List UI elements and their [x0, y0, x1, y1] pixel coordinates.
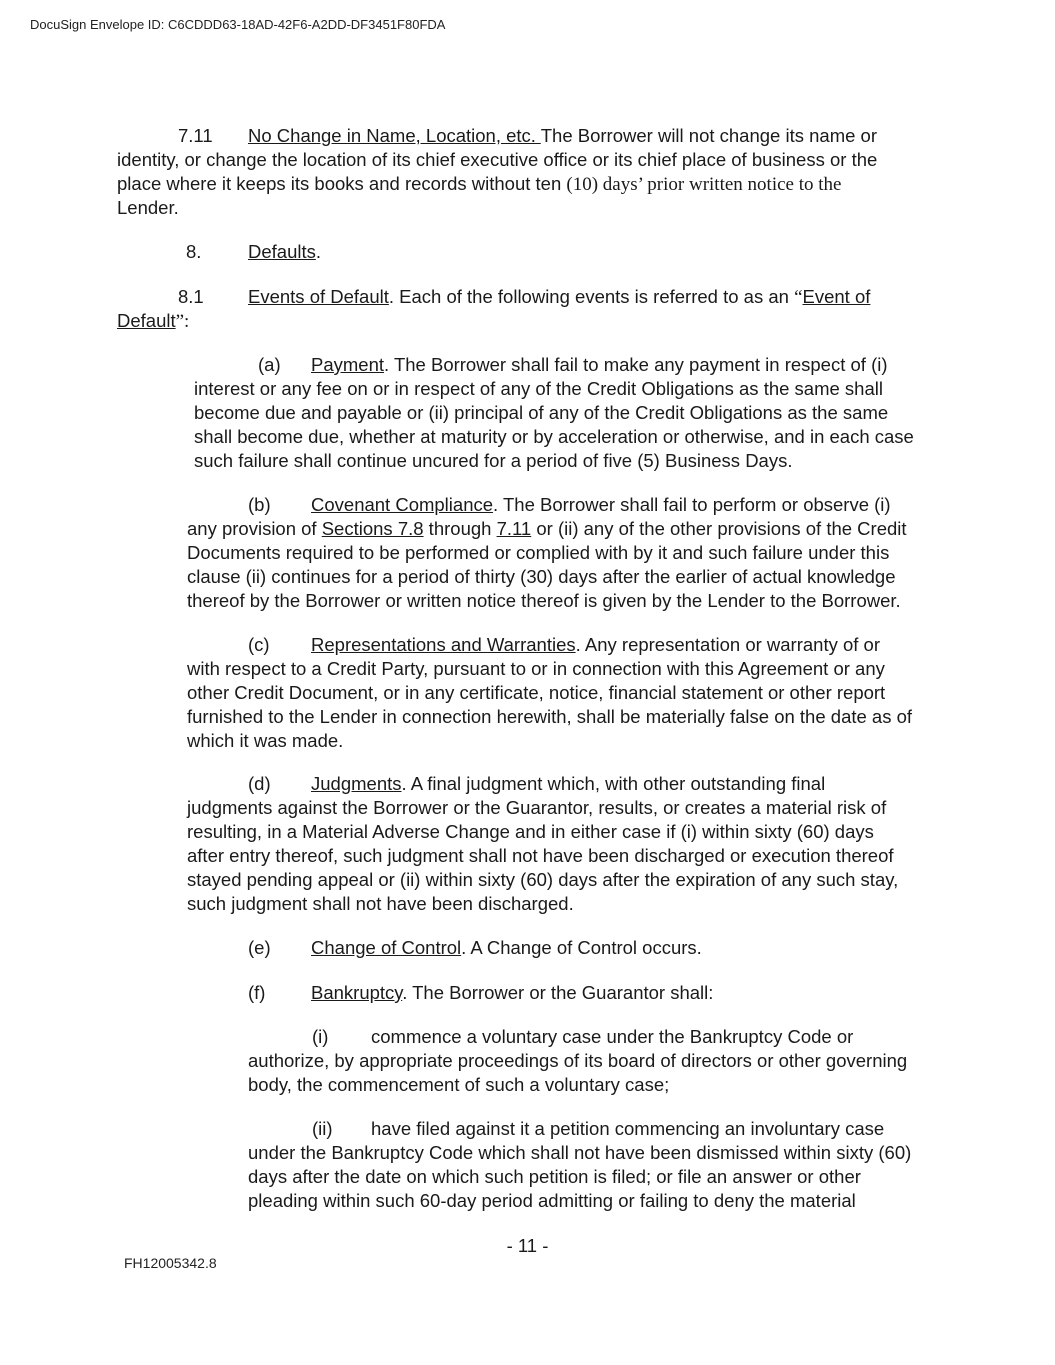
text-line: Lender.	[117, 197, 179, 218]
text-line: body, the commencement of such a voluntary case;	[248, 1074, 670, 1095]
text-line: which it was made.	[187, 730, 344, 751]
clause-label: (d)	[248, 773, 271, 794]
cross-reference: 7.11	[496, 518, 532, 539]
text-line: thereof by the Borrower or written notice thereof is given by the Lender to the Borrower.	[187, 590, 901, 611]
clause-label: (f)	[248, 982, 266, 1003]
text-line: such judgment shall not have been discharged.	[187, 893, 574, 914]
clause-title: Representations and Warranties	[311, 634, 576, 655]
text-line: interest or any fee on or in respect of any of the Credit Obligations as the same shall	[194, 378, 883, 399]
text-line: days after the date on which such petition is filed; or file an answer or other	[248, 1166, 861, 1187]
page-number: - 11 -	[506, 1235, 549, 1256]
section-title: Events of Default	[248, 286, 389, 307]
defined-term: Event of	[802, 286, 871, 307]
text-line: other Credit Document, or in any certificate, notice, financial statement or other report	[187, 682, 886, 703]
text-line: resulting, in a Material Adverse Change and in either case if (i) within sixty (60) days	[187, 821, 874, 842]
cross-reference: Sections 7.8	[321, 518, 424, 539]
text-line: after entry thereof, such judgment shall not have been discharged or execution thereof	[187, 845, 894, 866]
section-number: 8.1	[178, 286, 204, 307]
docusign-envelope-id: DocuSign Envelope ID: C6CDDD63-18AD-42F6-A2DD-DF3451F80FDA	[30, 17, 446, 32]
clause-label: (a)	[258, 354, 281, 375]
text-line: judgments against the Borrower or the Guarantor, results, or creates a material risk of	[187, 797, 887, 818]
text-line: shall become due, whether at maturity or by acceleration or otherwise, and in each case	[194, 426, 914, 447]
text-line: pleading within such 60-day period admitting or failing to deny the material	[248, 1190, 856, 1211]
text-line: under the Bankruptcy Code which shall not have been dismissed within sixty (60)	[248, 1142, 912, 1163]
text-line: place where it keeps its books and records without ten	[117, 173, 567, 194]
defined-term: Default	[117, 310, 176, 331]
clause-label: (e)	[248, 937, 271, 958]
text-line: Documents required to be performed or complied with by it and such failure under this	[187, 542, 890, 563]
text-line: identity, or change the location of its chief executive office or its chief place of business or the	[117, 149, 878, 170]
clause-label: (ii)	[312, 1118, 333, 1139]
text-line: The Borrower will not change its name or	[540, 125, 877, 146]
clause-title: Covenant Compliance	[311, 494, 494, 515]
text-line: stayed pending appeal or (ii) within sixty (60) days after the expiration of any such stay,	[187, 869, 899, 890]
section-number: 7.11	[178, 125, 213, 146]
clause-label: (i)	[312, 1026, 329, 1047]
document-id: FH12005342.8	[124, 1255, 217, 1271]
text-line: commence a voluntary case under the Bankruptcy Code or	[371, 1026, 854, 1047]
text-line: become due and payable or (ii) principal of any of the Credit Obligations as the same	[194, 402, 889, 423]
text-line: have filed against it a petition commencing an involuntary case	[371, 1118, 885, 1139]
clause-label: (c)	[248, 634, 270, 655]
clause-label: (b)	[248, 494, 271, 515]
text-line-serif: (10) days’ prior written notice to the	[566, 174, 842, 195]
clause-title: Change of Control	[311, 937, 462, 958]
section-number: 8.	[186, 241, 202, 262]
text-line: clause (ii) continues for a period of thirty (30) days after the earlier of actual knowledge	[187, 566, 896, 587]
clause-title: Payment	[311, 354, 385, 375]
text-line: authorize, by appropriate proceedings of its board of directors or other governing	[248, 1050, 908, 1071]
text-line: such failure shall continue uncured for a period of five (5) Business Days.	[194, 450, 793, 471]
text-line: furnished to the Lender in connection herewith, shall be materially false on the date as of	[187, 706, 913, 727]
section-title: No Change in Name, Location, etc.	[248, 125, 541, 146]
section-title: Defaults	[248, 241, 316, 262]
text-line: with respect to a Credit Party, pursuant to or in connection with this Agreement or any	[187, 658, 885, 679]
clause-title: Judgments	[311, 773, 402, 794]
clause-title: Bankruptcy	[311, 982, 403, 1003]
